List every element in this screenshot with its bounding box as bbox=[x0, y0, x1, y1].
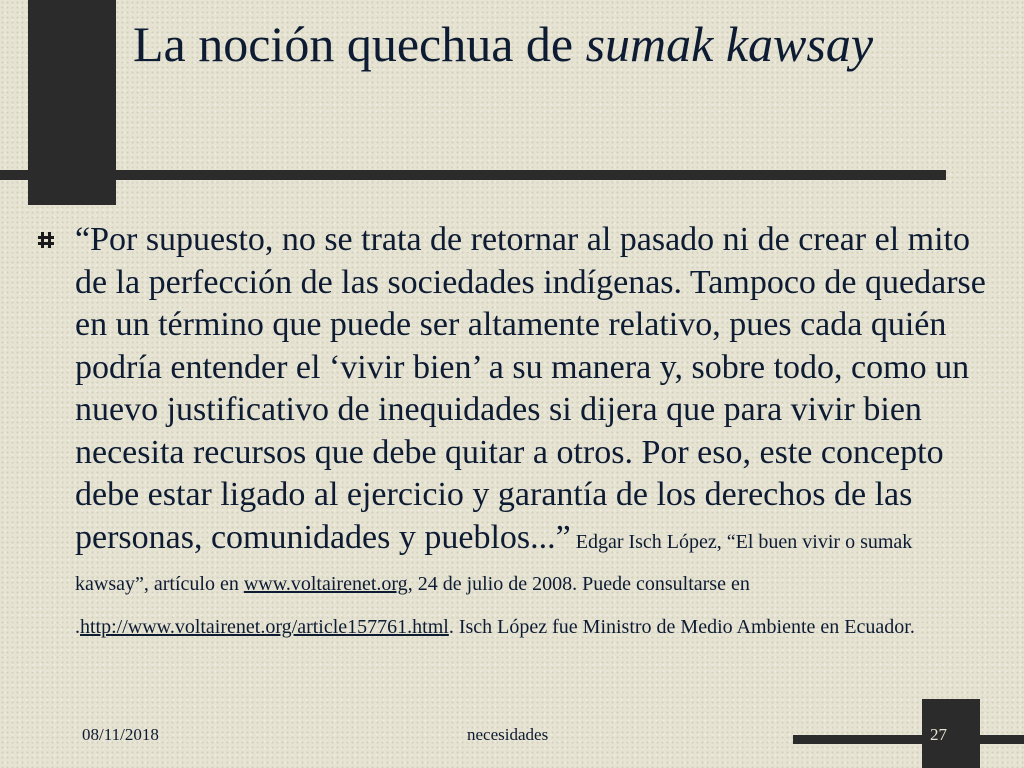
page-number: 27 bbox=[930, 725, 947, 744]
quote-text: “Por supuesto, no se trata de retornar al pasado ni de crear el mito de la perfección de las sociedades indígenas. Tampoco de quedarse en un término que puede ser altamente relativo, pues cada quién podría entender el ‘vivir bien’ a su manera y, sobre todo, como un nuevo justificativo de inequidades si dijera que para vivir bien necesita recursos que debe quitar a otros. Por eso, este concepto debe estar ligado al ejercicio y garantía de los derechos de las personas, comunidades y pueblos...” bbox=[75, 221, 986, 556]
citation-lead: Edgar Isch López, “El buen vivir o sumak kawsay”, artículo en bbox=[75, 530, 913, 595]
footer-date: 08/11/2018 bbox=[82, 725, 159, 744]
title-underline-bar bbox=[0, 170, 946, 180]
article-link[interactable]: http://www.voltairenet.org/article157761.html bbox=[80, 615, 449, 638]
hash-bullet-icon bbox=[38, 232, 54, 248]
slide-title bbox=[133, 14, 993, 74]
footer-bar bbox=[793, 735, 1024, 744]
voltairenet-link[interactable]: www.voltairenet.org bbox=[243, 573, 408, 595]
quote-paragraph bbox=[75, 219, 990, 644]
citation-mid: , 24 de julio de 2008. Puede consultarse en . bbox=[75, 573, 750, 638]
title-text: La noción quechua de bbox=[133, 16, 586, 72]
title-italic-term: sumak kawsay bbox=[585, 16, 874, 72]
footer-topic: necesidades bbox=[467, 725, 549, 744]
citation-tail: . Isch López fue Ministro de Medio Ambiente en Ecuador. bbox=[448, 615, 915, 638]
